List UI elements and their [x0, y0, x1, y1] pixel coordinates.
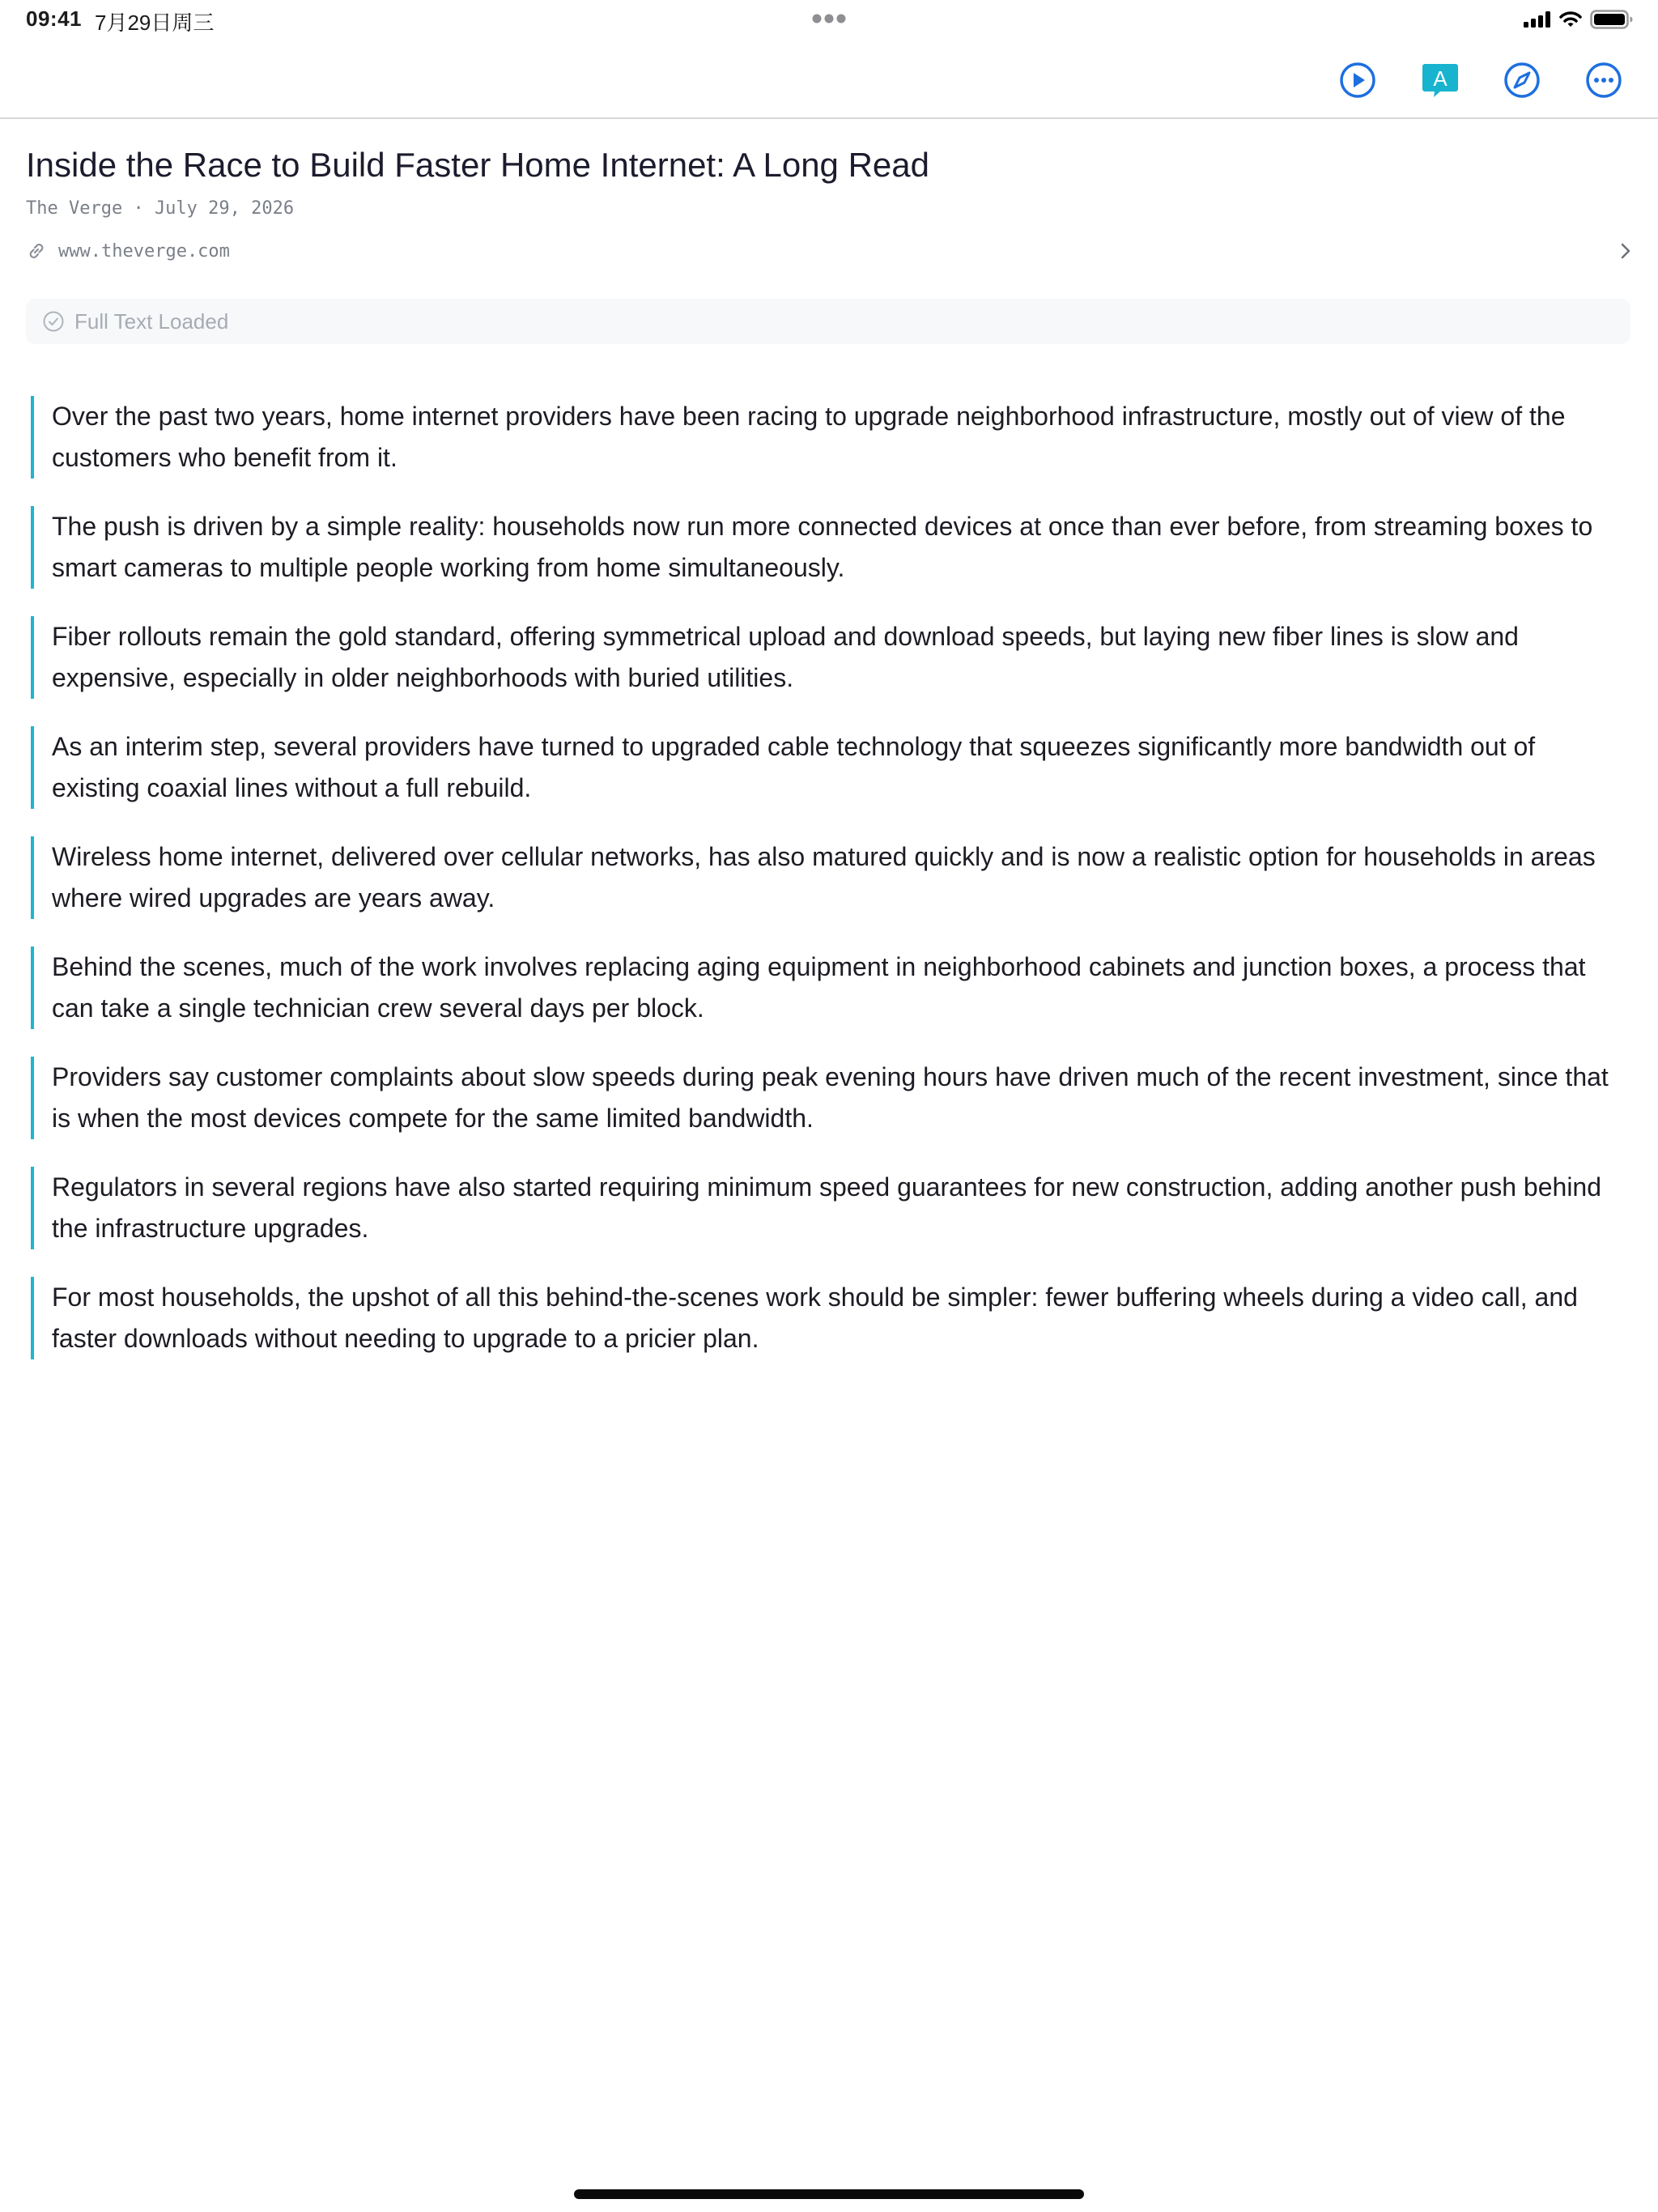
compass-icon — [1503, 62, 1541, 99]
reader-toolbar — [0, 40, 1658, 119]
full-text-status-banner — [26, 299, 1630, 344]
article-body — [31, 370, 1630, 1387]
play-button[interactable] — [1336, 58, 1380, 102]
translate-button[interactable] — [1418, 58, 1462, 102]
article-paragraph: As an interim step, several providers have turned to upgraded cable technology that squeezes significantly more bandwidth out of existing coaxial lines without a full rebuild. — [31, 726, 1630, 809]
article-paragraph: Regulators in several regions have also started requiring minimum speed guarantees for new construction, adding another push behind the infrastructure upgrades. — [31, 1167, 1630, 1249]
article-title: Inside the Race to Build Faster Home Internet: A Long Read — [26, 146, 929, 184]
status-time: 09:41 — [26, 6, 82, 31]
multitasking-dots-icon[interactable] — [811, 13, 847, 24]
article-paragraph: The push is driven by a simple reality: households now run more connected devices at once than ever before, from streaming boxes to smart cameras to multiple people working from home simultaneously. — [31, 506, 1630, 589]
article-paragraph: Over the past two years, home internet providers have been racing to upgrade neighborhood infrastructure, mostly out of view of the customers who benefit from it. — [31, 396, 1630, 479]
translate-glyph: A — [1433, 66, 1448, 91]
more-options-button[interactable] — [1582, 58, 1626, 102]
check-circle-icon — [42, 310, 65, 333]
status-bar — [0, 0, 1658, 40]
open-in-browser-button[interactable] — [1500, 58, 1544, 102]
play-icon — [1339, 62, 1376, 99]
article-paragraph: For most households, the upshot of all this behind-the-scenes work should be simpler: fewer buffering wheels during a video call, and faster downloads without needing to upgrade to a pricier plan. — [31, 1277, 1630, 1359]
status-indicators — [1524, 8, 1634, 31]
wifi-icon — [1559, 11, 1582, 28]
source-url: www.theverge.com — [58, 240, 230, 262]
source-link[interactable] — [26, 236, 1635, 266]
home-indicator[interactable] — [574, 2189, 1084, 2199]
full-text-status-label: Full Text Loaded — [74, 308, 229, 334]
article-paragraph: Providers say customer complaints about slow speeds during peak evening hours have driven much of the recent investment, since that is when the most devices compete for the same limited bandwidth. — [31, 1057, 1630, 1139]
link-icon — [26, 240, 47, 262]
status-date: 7月29日周三 — [95, 11, 215, 35]
article-meta: The Verge · July 29, 2026 — [26, 198, 295, 219]
article-paragraph: Fiber rollouts remain the gold standard, offering symmetrical upload and download speeds, but laying new fiber lines is slow and expensive, especially in older neighborhoods with buried utilities. — [31, 616, 1630, 699]
cellular-signal-icon — [1524, 11, 1551, 28]
article-paragraph: Wireless home internet, delivered over cellular networks, has also matured quickly and is now a realistic option for households in areas where wired upgrades are years away. — [31, 836, 1630, 919]
translate-icon — [1421, 61, 1460, 100]
article-paragraph: Behind the scenes, much of the work involves replacing aging equipment in neighborhood cabinets and junction boxes, a process that can take a single technician crew several days per block. — [31, 946, 1630, 1029]
more-icon — [1585, 62, 1622, 99]
battery-icon — [1590, 10, 1634, 29]
chevron-right-icon — [1616, 240, 1635, 262]
